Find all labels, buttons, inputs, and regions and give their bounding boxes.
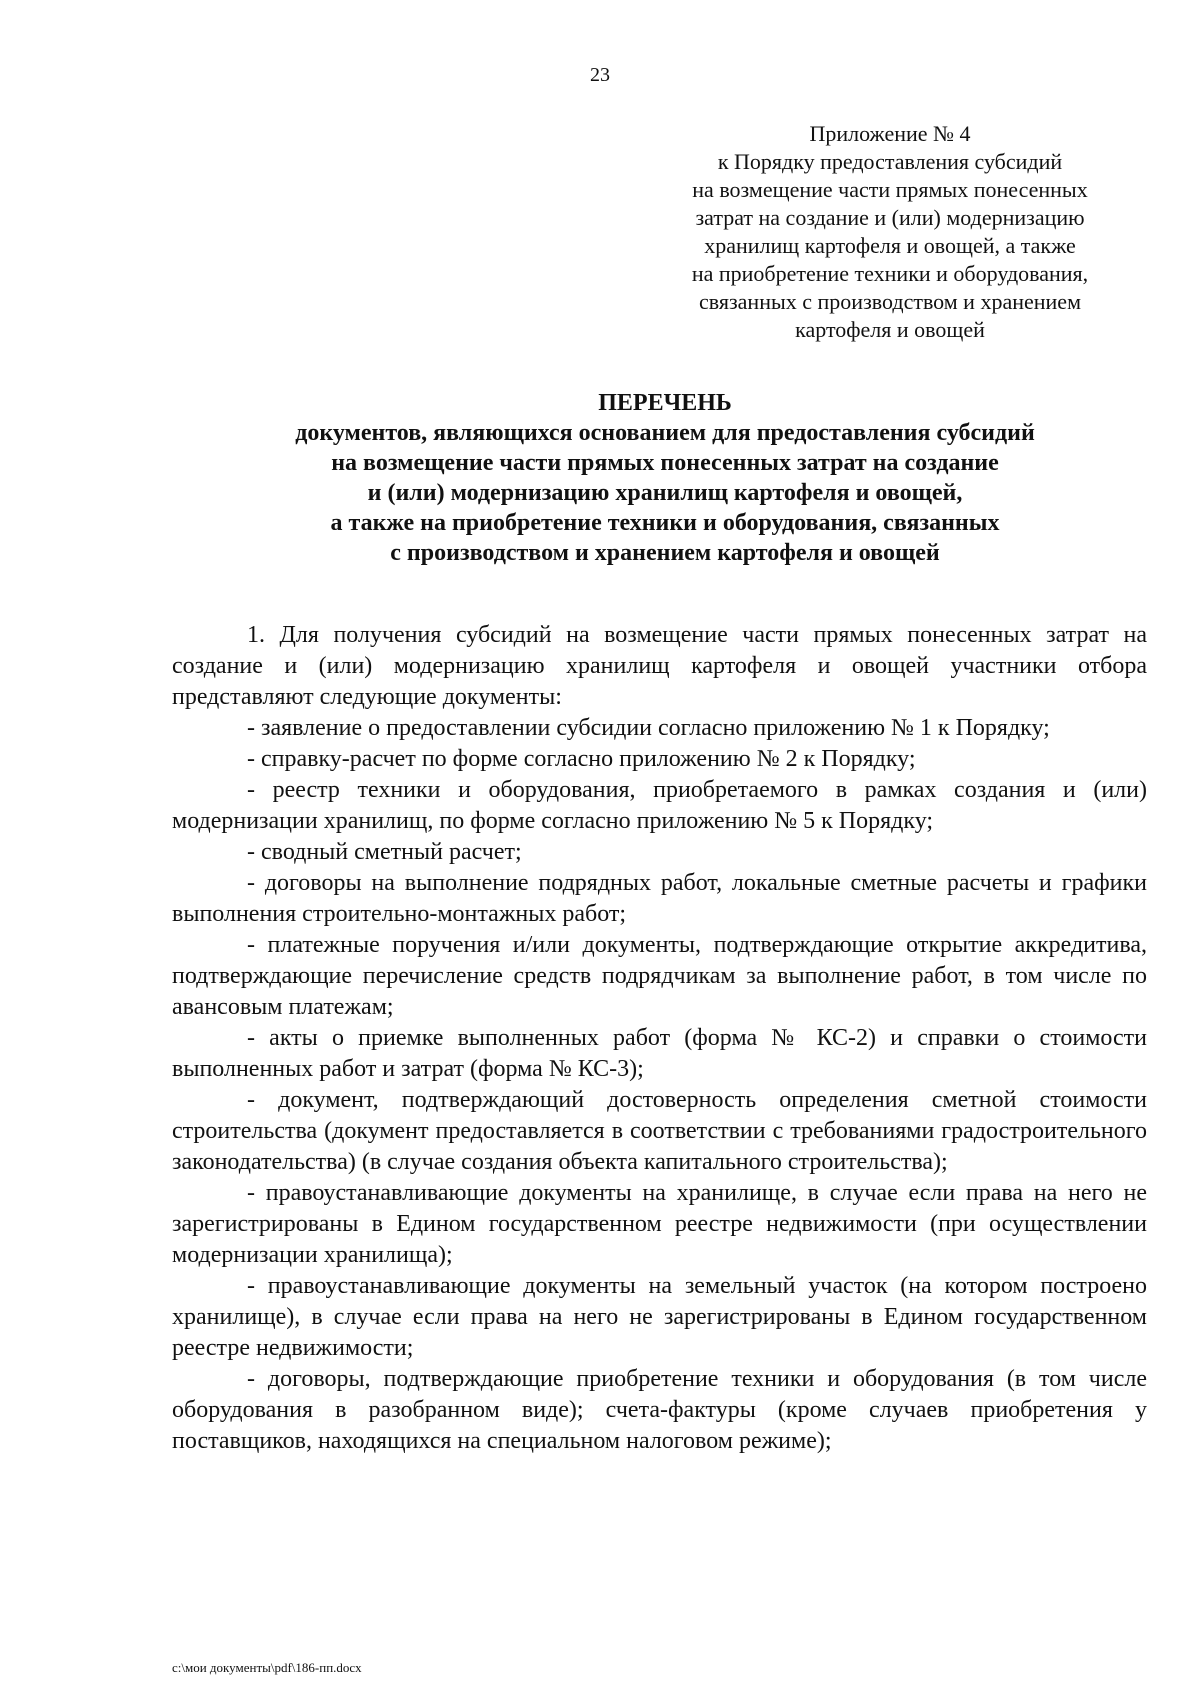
paragraph: - акты о приемке выполненных работ (форма № КС-2) и справки о стоимости выполненных работ и затрат (форма № КС-3);	[172, 1025, 1147, 1082]
title-line: на возмещение части прямых понесенных затрат на создание	[331, 450, 999, 476]
paragraph: - документ, подтверждающий достоверность определения сметной стоимости строительства (документ предоставляется в соответствии с требованиями градостроительного законодательства) (в случае создания объекта капитального строительства);	[172, 1087, 1147, 1175]
title-heading: ПЕРЕЧЕНЬ	[598, 390, 732, 416]
title-line: а также на приобретение техники и оборудования, связанных	[330, 510, 1000, 536]
appendix-line: связанных с производством и хранением	[699, 289, 1081, 314]
paragraph: - договоры, подтверждающие приобретение техники и оборудования (в том числе оборудования в разобранном виде); счета-фактуры (кроме случаев приобретения у поставщиков, находящихся на специальном налоговом режиме);	[172, 1366, 1147, 1454]
paragraph: - реестр техники и оборудования, приобретаемого в рамках создания и (или) модернизации хранилищ, по форме согласно приложению № 5 к Порядку;	[172, 777, 1147, 834]
appendix-line: затрат на создание и (или) модернизацию	[695, 205, 1085, 230]
appendix-header	[640, 120, 1140, 344]
appendix-line: на приобретение техники и оборудования,	[691, 261, 1089, 286]
paragraph: - заявление о предоставлении субсидии согласно приложению № 1 к Порядку;	[247, 715, 1050, 741]
paragraph: - правоустанавливающие документы на хранилище, в случае если права на него не зарегистрированы в Едином государственном реестре недвижимости (при осуществлении модернизации хранилища);	[172, 1180, 1147, 1268]
paragraph: - договоры на выполнение подрядных работ, локальные сметные расчеты и графики выполнения строительно-монтажных работ;	[172, 870, 1147, 927]
appendix-line: к Порядку предоставления субсидий	[717, 149, 1063, 174]
title-line: с производством и хранением картофеля и овощей	[390, 540, 940, 566]
appendix-line: хранилищ картофеля и овощей, а также	[704, 233, 1076, 258]
paragraph: - платежные поручения и/или документы, подтверждающие открытие аккредитива, подтверждающие перечисление средств подрядчикам за выполнение работ, в том числе по авансовым платежам;	[172, 932, 1147, 1020]
appendix-line: Приложение № 4	[809, 121, 971, 146]
paragraph: 1. Для получения субсидий на возмещение части прямых понесенных затрат на создание и (или) модернизацию хранилищ картофеля и овощей участники отбора представляют следующие документы:	[172, 622, 1147, 710]
title-line: и (или) модернизацию хранилищ картофеля и овощей,	[367, 480, 963, 506]
paragraph: - справку-расчет по форме согласно приложению № 2 к Порядку;	[247, 746, 916, 772]
file-path-footer: c:\мои документы\pdf\186-пп.docx	[172, 1660, 362, 1675]
appendix-line: на возмещение части прямых понесенных	[692, 177, 1088, 202]
appendix-line: картофеля и овощей	[795, 317, 985, 342]
page-number: 23	[590, 64, 610, 86]
paragraph: - правоустанавливающие документы на земельный участок (на котором построено хранилище), в случае если права на него не зарегистрированы в Едином государственном реестре недвижимости;	[172, 1273, 1147, 1361]
title-line: документов, являющихся основанием для предоставления субсидий	[295, 420, 1035, 446]
document-body	[172, 620, 1147, 1457]
paragraph: - сводный сметный расчет;	[247, 839, 522, 865]
document-title	[170, 388, 1160, 568]
